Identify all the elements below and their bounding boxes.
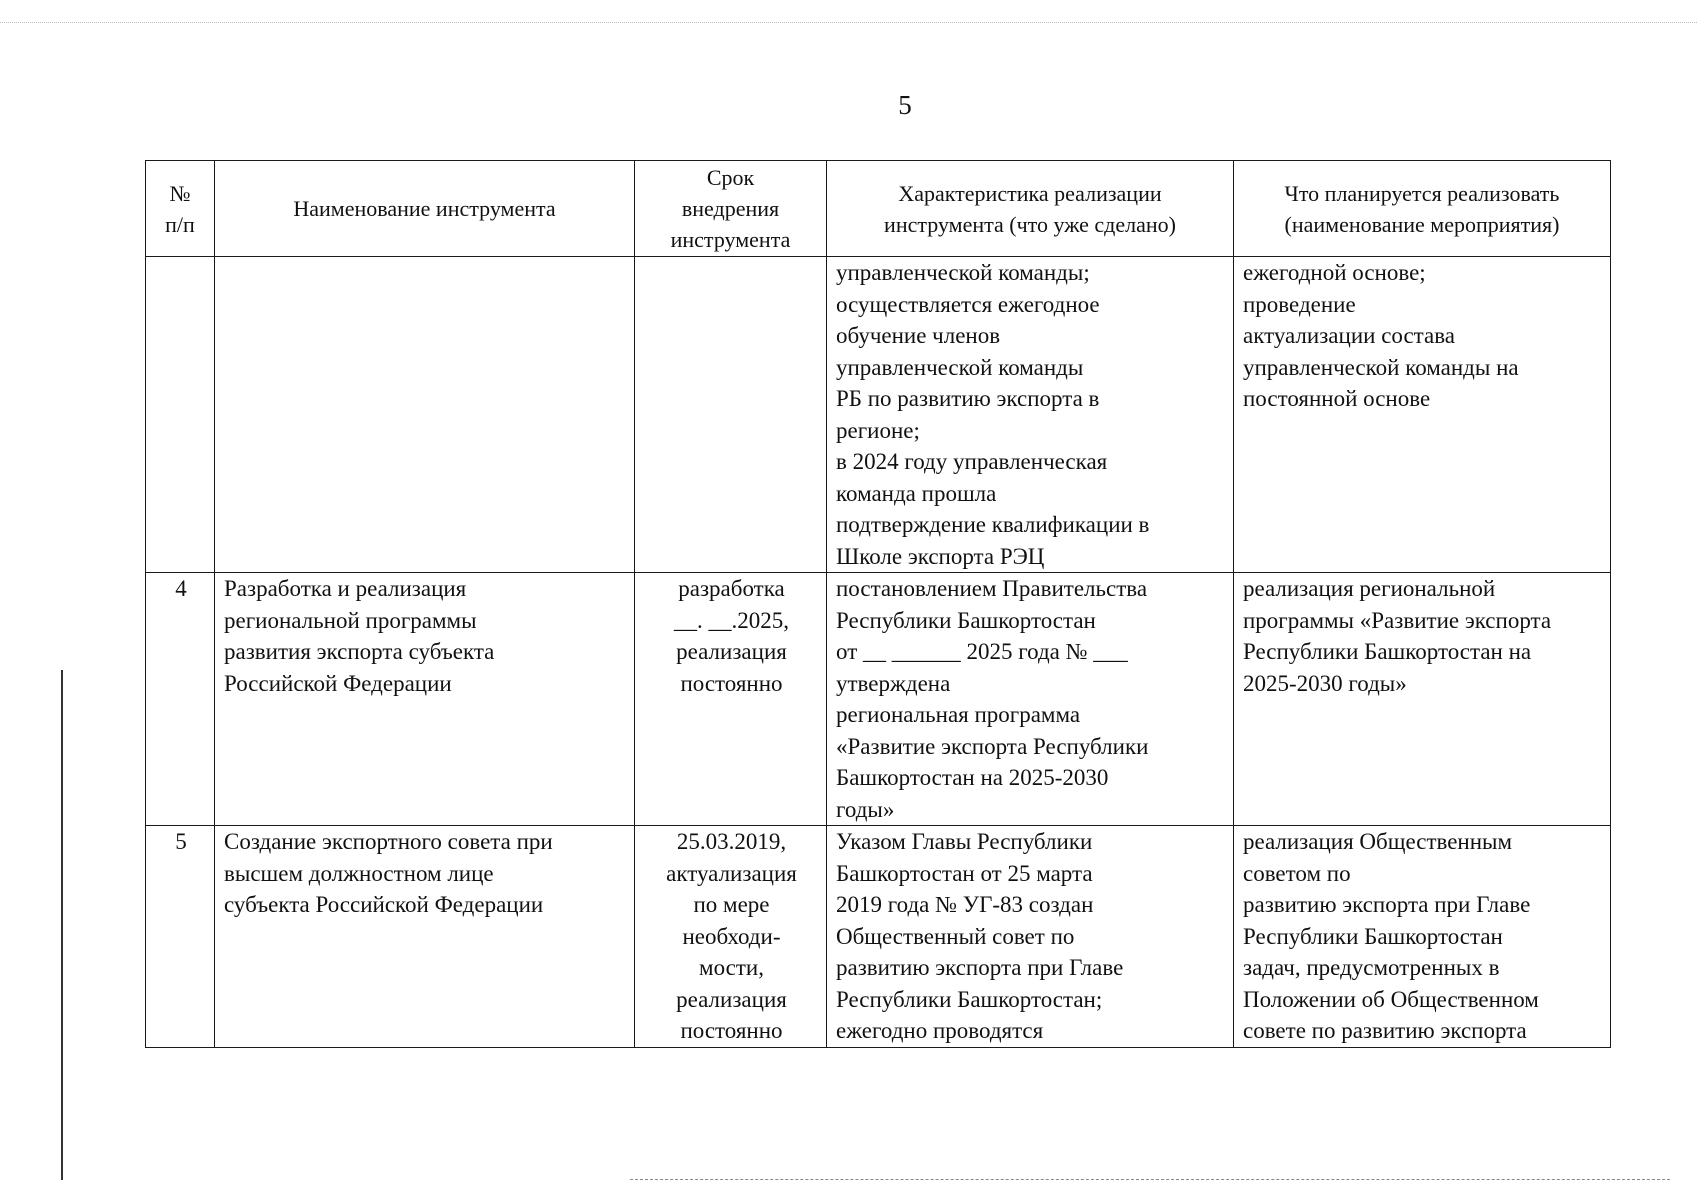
cell-text-line: проведение bbox=[1243, 291, 1356, 317]
cell-text-line: Башкортостан на 2025-2030 bbox=[836, 765, 1109, 790]
instrument-name bbox=[215, 573, 635, 826]
cell-text-line: Общественный совет по bbox=[836, 923, 1075, 949]
cell-text-line: Положении об Общественном bbox=[1243, 986, 1539, 1012]
cell-text-line: № bbox=[169, 180, 191, 206]
cell-text-line: управленческой команды; bbox=[836, 260, 1090, 285]
cell-text-line: команда прошла bbox=[836, 480, 997, 506]
cell-text-line: обучение членов bbox=[836, 323, 1001, 348]
instrument-name bbox=[215, 826, 635, 1048]
cell-text-line: Указом Главы Республики bbox=[836, 829, 1093, 854]
cell-text-line: 2025-2030 годы» bbox=[1243, 670, 1407, 696]
done-characteristics bbox=[827, 257, 1234, 573]
cell-text-line: постоянно bbox=[680, 670, 783, 696]
cell-text-line: Башкортостан от 25 марта bbox=[836, 860, 1093, 886]
cell-text-line: актуализации состава bbox=[1243, 323, 1455, 348]
cell-text-line: Республики Башкортостан; bbox=[836, 986, 1103, 1012]
cell-text-line: инструмента bbox=[670, 227, 791, 252]
export-instruments-table bbox=[145, 160, 1611, 1048]
cell-text-line: Срок bbox=[706, 165, 755, 190]
cell-text-line: задач, предусмотренных в bbox=[1243, 955, 1500, 980]
header-implementation-term bbox=[635, 161, 827, 257]
cell-text-line: РБ по развитию экспорта в bbox=[836, 386, 1100, 411]
cell-text-line: высшем должностном лице bbox=[224, 860, 494, 886]
cell-text-line: управленческой команды bbox=[836, 354, 1084, 380]
cell-text-line: Республики Башкортостан на bbox=[1243, 639, 1532, 664]
cell-text-line: __. __.2025, bbox=[674, 607, 789, 633]
scan-artifact-top-line bbox=[0, 22, 1697, 23]
cell-text-line: подтверждение квалификации в bbox=[836, 512, 1150, 537]
cell-text-line: ежегодно проводятся bbox=[836, 1018, 1044, 1043]
scan-artifact-bottom-line bbox=[630, 1179, 1670, 1180]
cell-text-line: Наименование инструмента bbox=[293, 196, 556, 221]
cell-text-line: необходи- bbox=[682, 923, 781, 949]
cell-text-line: реализация bbox=[676, 639, 787, 664]
done-characteristics bbox=[827, 573, 1234, 826]
planned-actions bbox=[1234, 826, 1611, 1048]
page-number: 5 bbox=[898, 90, 912, 120]
cell-text-line: «Развитие экспорта Республики bbox=[836, 733, 1149, 759]
instrument-name bbox=[215, 257, 635, 573]
header-done-characteristics bbox=[827, 161, 1234, 257]
cell-text-line: ежегодной основе; bbox=[1243, 260, 1426, 285]
cell-text-line: управленческой команды на bbox=[1243, 354, 1519, 380]
cell-text-line: инструмента (что уже сделано) bbox=[884, 211, 1176, 237]
cell-text-line: по мере bbox=[693, 892, 770, 917]
cell-text-line: реализация региональной bbox=[1243, 576, 1496, 601]
cell-text-line: осуществляется ежегодное bbox=[836, 291, 1100, 317]
cell-text-line: в 2024 году управленческая bbox=[836, 449, 1108, 474]
cell-text-line: утверждена bbox=[836, 670, 951, 696]
cell-text-line: Российской Федерации bbox=[224, 670, 452, 696]
cell-text-line: региональной программы bbox=[224, 607, 477, 633]
cell-text-line: развития экспорта субъекта bbox=[224, 639, 495, 664]
cell-text-line: 2019 года № УГ-83 создан bbox=[836, 892, 1094, 917]
header-number bbox=[146, 161, 215, 257]
scan-artifact-left-line bbox=[61, 670, 63, 1180]
cell-text-line: постановлением Правительства bbox=[836, 576, 1148, 601]
cell-text-line: развитию экспорта при Главе bbox=[1243, 892, 1531, 917]
row-number: 4 bbox=[146, 573, 215, 826]
cell-text-line: совете по развитию экспорта bbox=[1243, 1018, 1527, 1043]
cell-text-line: реализация bbox=[676, 986, 787, 1012]
planned-actions bbox=[1234, 257, 1611, 573]
cell-text-line: Создание экспортного совета при bbox=[224, 829, 553, 854]
table-row bbox=[146, 826, 1611, 1048]
cell-text-line: программы «Развитие экспорта bbox=[1243, 607, 1552, 633]
implementation-term bbox=[635, 257, 827, 573]
done-characteristics bbox=[827, 826, 1234, 1048]
header-instrument-name bbox=[215, 161, 635, 257]
header-planned-actions bbox=[1234, 161, 1611, 257]
cell-text-line: постоянной основе bbox=[1243, 386, 1431, 411]
table-header-row bbox=[146, 161, 1611, 257]
cell-text-line: актуализация bbox=[666, 860, 797, 886]
cell-text-line: Республики Башкортостан bbox=[1243, 923, 1503, 949]
cell-text-line: 25.03.2019, bbox=[676, 829, 787, 854]
cell-text-line: региональная программа bbox=[836, 702, 1081, 727]
cell-text-line: советом по bbox=[1243, 860, 1351, 886]
cell-text-line: (наименование мероприятия) bbox=[1284, 211, 1560, 237]
cell-text-line: Характеристика реализации bbox=[898, 180, 1162, 206]
planned-actions bbox=[1234, 573, 1611, 826]
cell-text-line: внедрения bbox=[681, 196, 780, 221]
cell-text-line: Республики Башкортостан bbox=[836, 607, 1096, 633]
implementation-term bbox=[635, 826, 827, 1048]
cell-text-line: развитию экспорта при Главе bbox=[836, 955, 1124, 980]
row-number bbox=[146, 257, 215, 573]
table-row bbox=[146, 573, 1611, 826]
cell-text-line: реализация Общественным bbox=[1243, 829, 1513, 854]
cell-text-line: п/п bbox=[165, 211, 195, 237]
cell-text-line: мости, bbox=[699, 955, 764, 980]
cell-text-line: регионе; bbox=[836, 417, 920, 443]
implementation-term bbox=[635, 573, 827, 826]
cell-text-line: разработка bbox=[678, 576, 785, 601]
cell-text-line: Школе экспорта РЭЦ bbox=[836, 543, 1045, 569]
cell-text-line: субъекта Российской Федерации bbox=[224, 892, 544, 917]
cell-text-line: от __ ______ 2025 года № ___ bbox=[836, 639, 1128, 664]
cell-text-line: годы» bbox=[836, 796, 895, 822]
cell-text-line: Что планируется реализовать bbox=[1284, 180, 1560, 206]
cell-text-line: Разработка и реализация bbox=[224, 576, 467, 601]
cell-text-line: постоянно bbox=[680, 1018, 783, 1043]
table-row bbox=[146, 257, 1611, 573]
row-number: 5 bbox=[146, 826, 215, 1048]
